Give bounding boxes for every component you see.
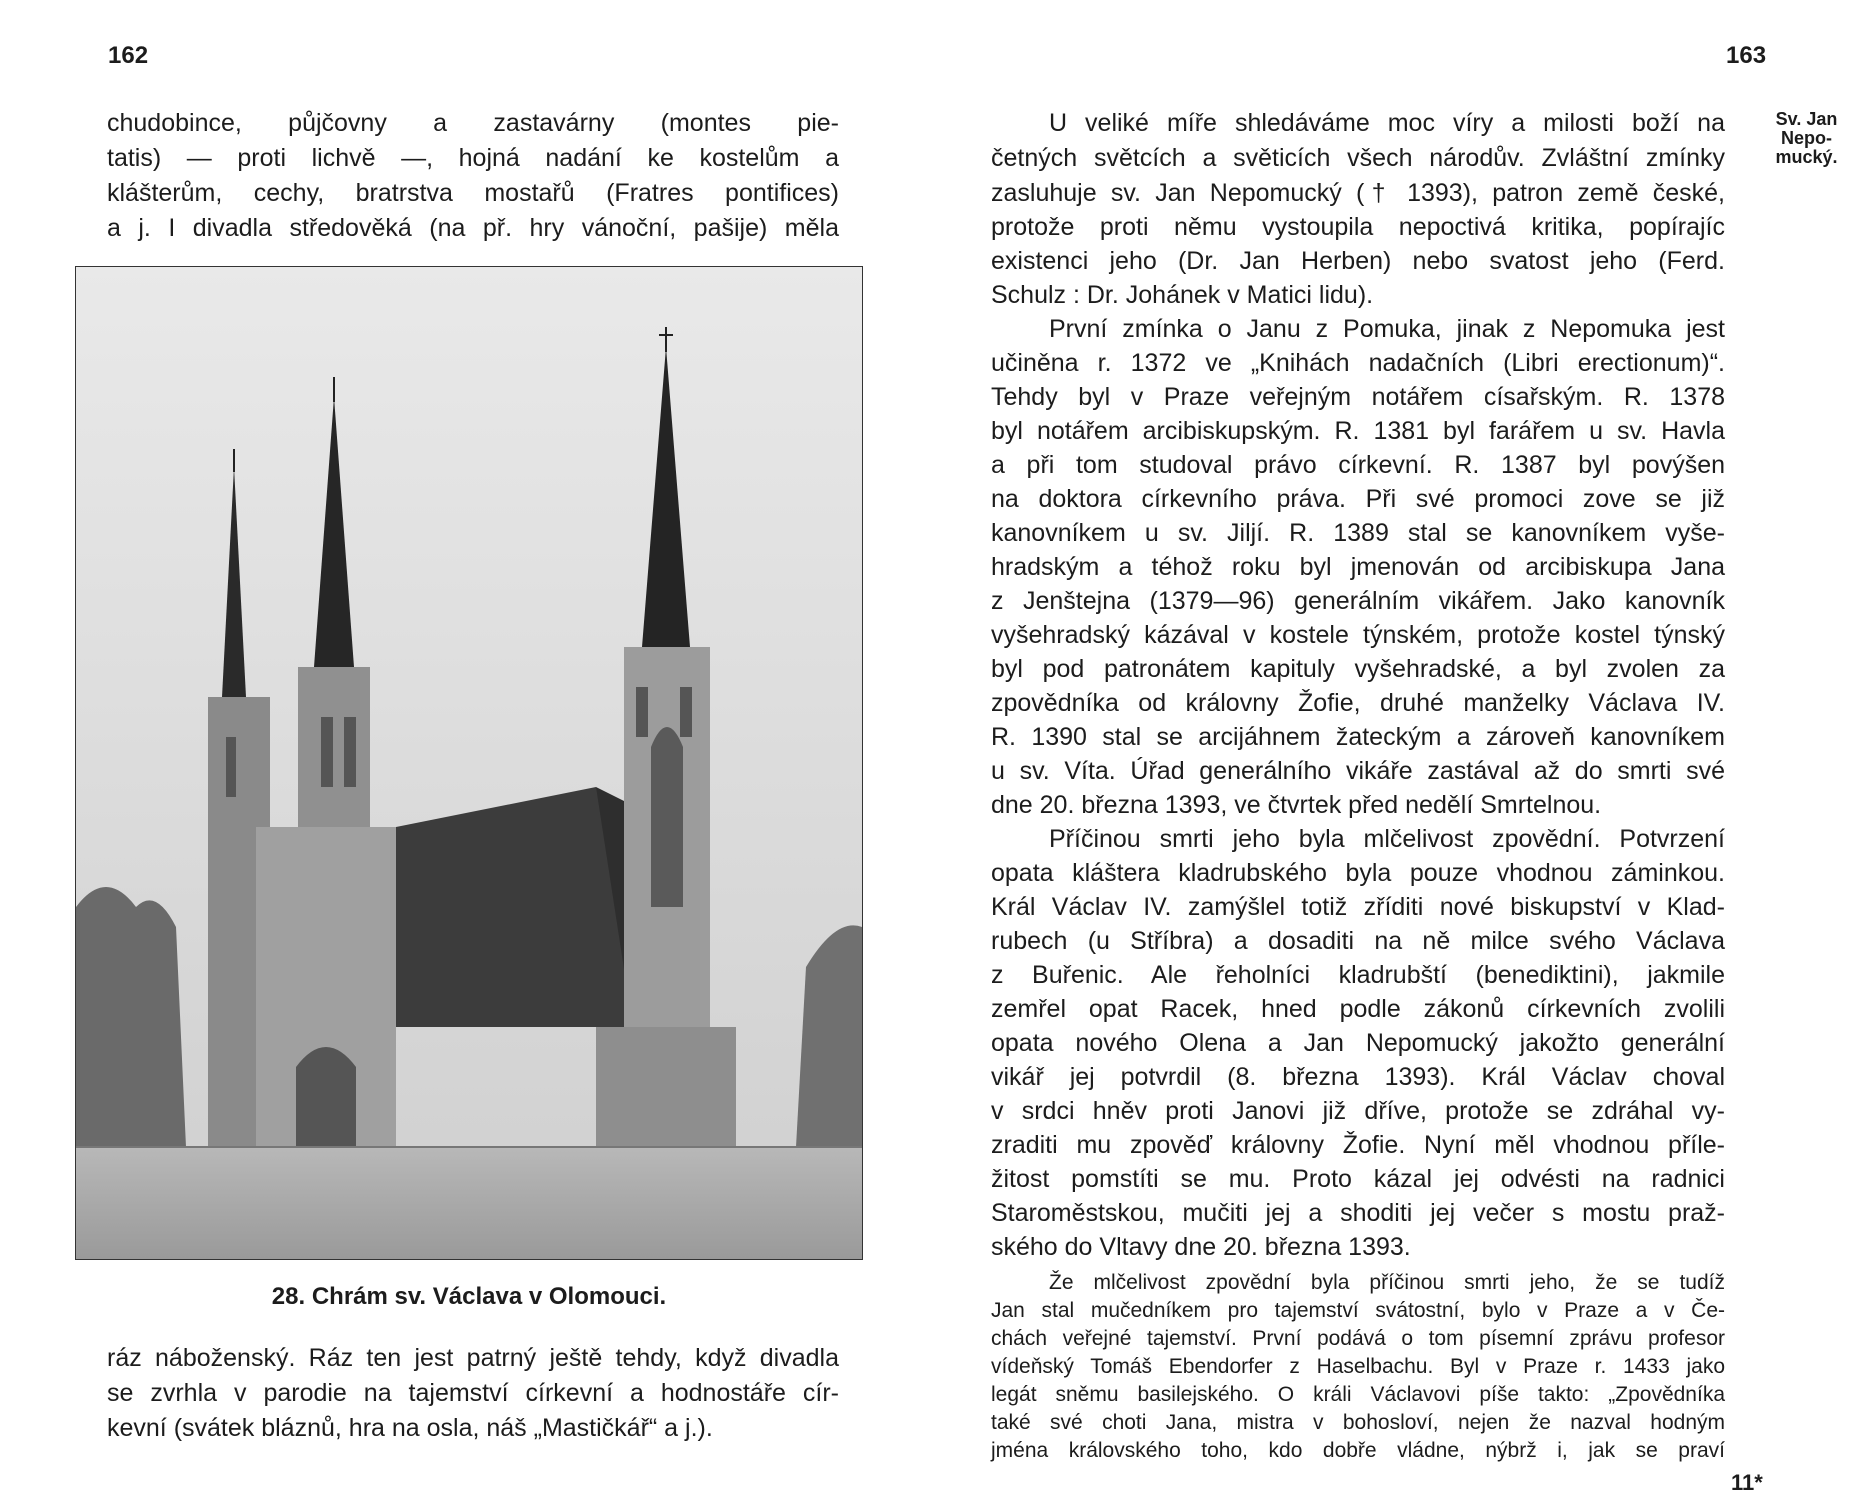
text-line: rubech (u Stříbra) a dosaditi na ně milce svého Václava — [991, 927, 1725, 955]
figure-caption: 28. Chrám sv. Václava v Olomouci. — [271, 1283, 667, 1310]
margin-note-line: mucký. — [1775, 147, 1838, 167]
text-line: byl pod patronátem kapituly vyšehradské, a byl zvolen za — [991, 655, 1725, 683]
text-line: legát sněmu basilejského. O králi Václavovi píše takto: „Zpovědníka — [991, 1383, 1725, 1406]
text-line: také své choti Jana, mistra v bohosloví, nejen že nazval hodným — [991, 1411, 1725, 1434]
text-line: učiněna r. 1372 ve „Knihách nadačních (Libri erectionum)“. — [991, 349, 1725, 377]
text-line: opata nového Olena a Jan Nepomucký jakožto generální — [991, 1029, 1725, 1057]
text-line: Tehdy byl v Praze veřejným notářem císařským. R. 1378 — [991, 383, 1725, 411]
cathedral-illustration — [76, 267, 862, 1259]
margin-note-line: Nepo- — [1781, 128, 1832, 148]
text-line: a j. I divadla středověká (na př. hry vánoční, pašije) měla — [107, 214, 839, 242]
text-line: chách veřejné tajemství. První podává o tom písemní zprávu profesor — [991, 1327, 1725, 1350]
text-line: zpovědníka od královny Žofie, druhé manželky Václava IV. — [991, 689, 1725, 717]
text-line: byl notářem arcibiskupským. R. 1381 byl farářem u sv. Havla — [991, 417, 1725, 445]
text-line: zasluhuje sv. Jan Nepomucký († 1393), patron země české, — [991, 179, 1725, 207]
margin-note-line: Sv. Jan — [1775, 109, 1838, 129]
text-line: tatis) — proti lichvě —, hojná nadání ke kostelům a — [107, 144, 839, 172]
text-line: vídeňský Tomáš Ebendorfer z Haselbachu. Byl v Praze r. 1433 jako — [991, 1355, 1725, 1378]
text-line: vikář jej potvrdil (8. března 1393). Král Václav choval — [991, 1063, 1725, 1091]
text-line: opata kláštera kladrubského byla pouze vhodnou záminkou. — [991, 859, 1725, 887]
signature-mark: 11* — [1731, 1470, 1763, 1495]
text-line: na doktora církevního práva. Při své promoci zove se již — [991, 485, 1725, 513]
text-line: Že mlčelivost zpovědní byla příčinou smrti jeho, že se tudíž — [1049, 1271, 1725, 1294]
text-line: kevní (svátek bláznů, hra na osla, náš „Mastičkář“ a j.). — [107, 1414, 713, 1442]
text-line: kanovníkem u sv. Jiljí. R. 1389 stal se kanovníkem vyše- — [991, 519, 1725, 547]
right-page — [931, 0, 1862, 1500]
text-line: hradským a téhož roku byl jmenován od arcibiskupa Jana — [991, 553, 1725, 581]
text-line: ského do Vltavy dne 20. března 1393. — [991, 1233, 1411, 1261]
text-line: chudobince, půjčovny a zastavárny (montes pie- — [107, 109, 839, 137]
text-line: Jan stal mučedníkem pro tajemství svátostní, bylo v Praze a v Če- — [991, 1299, 1725, 1322]
text-line: dne 20. března 1393, ve čtvrtek před nedělí Smrtelnou. — [991, 791, 1602, 819]
text-line: Schulz : Dr. Johánek v Matici lidu). — [991, 281, 1374, 309]
text-line: u sv. Víta. Úřad generálního vikáře zastával až do smrti své — [991, 757, 1725, 785]
text-line: vyšehradský kázával v kostele týnském, protože kostel týnský — [991, 621, 1725, 649]
text-line: a při tom studoval právo církevní. R. 1387 byl povýšen — [991, 451, 1725, 479]
text-line: protože proti němu vystoupila nepoctivá kritika, popírajíc — [991, 213, 1725, 241]
text-line: jména královského toho, kdo dobře vládne, nýbrž i, jak se praví — [991, 1439, 1725, 1462]
text-line: klášterům, cechy, bratrstva mostařů (Fratres pontifices) — [107, 179, 839, 207]
page-number-left: 162 — [108, 42, 149, 69]
text-line: zraditi mu zpověď královny Žofie. Nyní měl vhodnou příle- — [991, 1131, 1725, 1159]
text-line: Staroměstskou, mučiti jej a shoditi jej večer s mostu praž- — [991, 1199, 1725, 1227]
text-line: se zvrhla v parodie na tajemství církevní a hodnostáře cír- — [107, 1379, 839, 1407]
text-line: z Buřenic. Ale řeholníci kladrubští (benediktini), jakmile — [991, 961, 1725, 989]
text-line: četných světcích a světicích všech národův. Zvláštní zmínky — [991, 144, 1725, 172]
cathedral-photograph — [75, 266, 863, 1260]
text-line: existenci jeho (Dr. Jan Herben) nebo svatost jeho (Ferd. — [991, 247, 1725, 275]
text-line: žitost pomstíti se mu. Proto kázal jej odvésti na radnici — [991, 1165, 1725, 1193]
text-line: R. 1390 stal se arcijáhnem žateckým a zároveň kanovníkem — [991, 723, 1725, 751]
text-line: U veliké míře shledáváme moc víry a milosti boží na — [1049, 109, 1725, 137]
text-line: Příčinou smrti jeho byla mlčelivost zpovědní. Potvrzení — [1049, 825, 1725, 853]
text-line: ráz náboženský. Ráz ten jest patrný ještě tehdy, když divadla — [107, 1344, 839, 1372]
text-line: z Jenštejna (1379—96) generálním vikářem. Jako kanovník — [991, 587, 1725, 615]
text-line: Král Václav IV. zamýšlel totiž zříditi nové biskupství v Klad- — [991, 893, 1725, 921]
text-line: První zmínka o Janu z Pomuka, jinak z Nepomuka jest — [1049, 315, 1725, 343]
page-number-right: 163 — [1726, 42, 1767, 69]
margin-note — [1759, 110, 1854, 167]
text-line: zemřel opat Racek, hned podle zákonů církevních zvolili — [991, 995, 1725, 1023]
text-line: v srdci hněv proti Janovi již dříve, protože se zdráhal vy- — [991, 1097, 1725, 1125]
